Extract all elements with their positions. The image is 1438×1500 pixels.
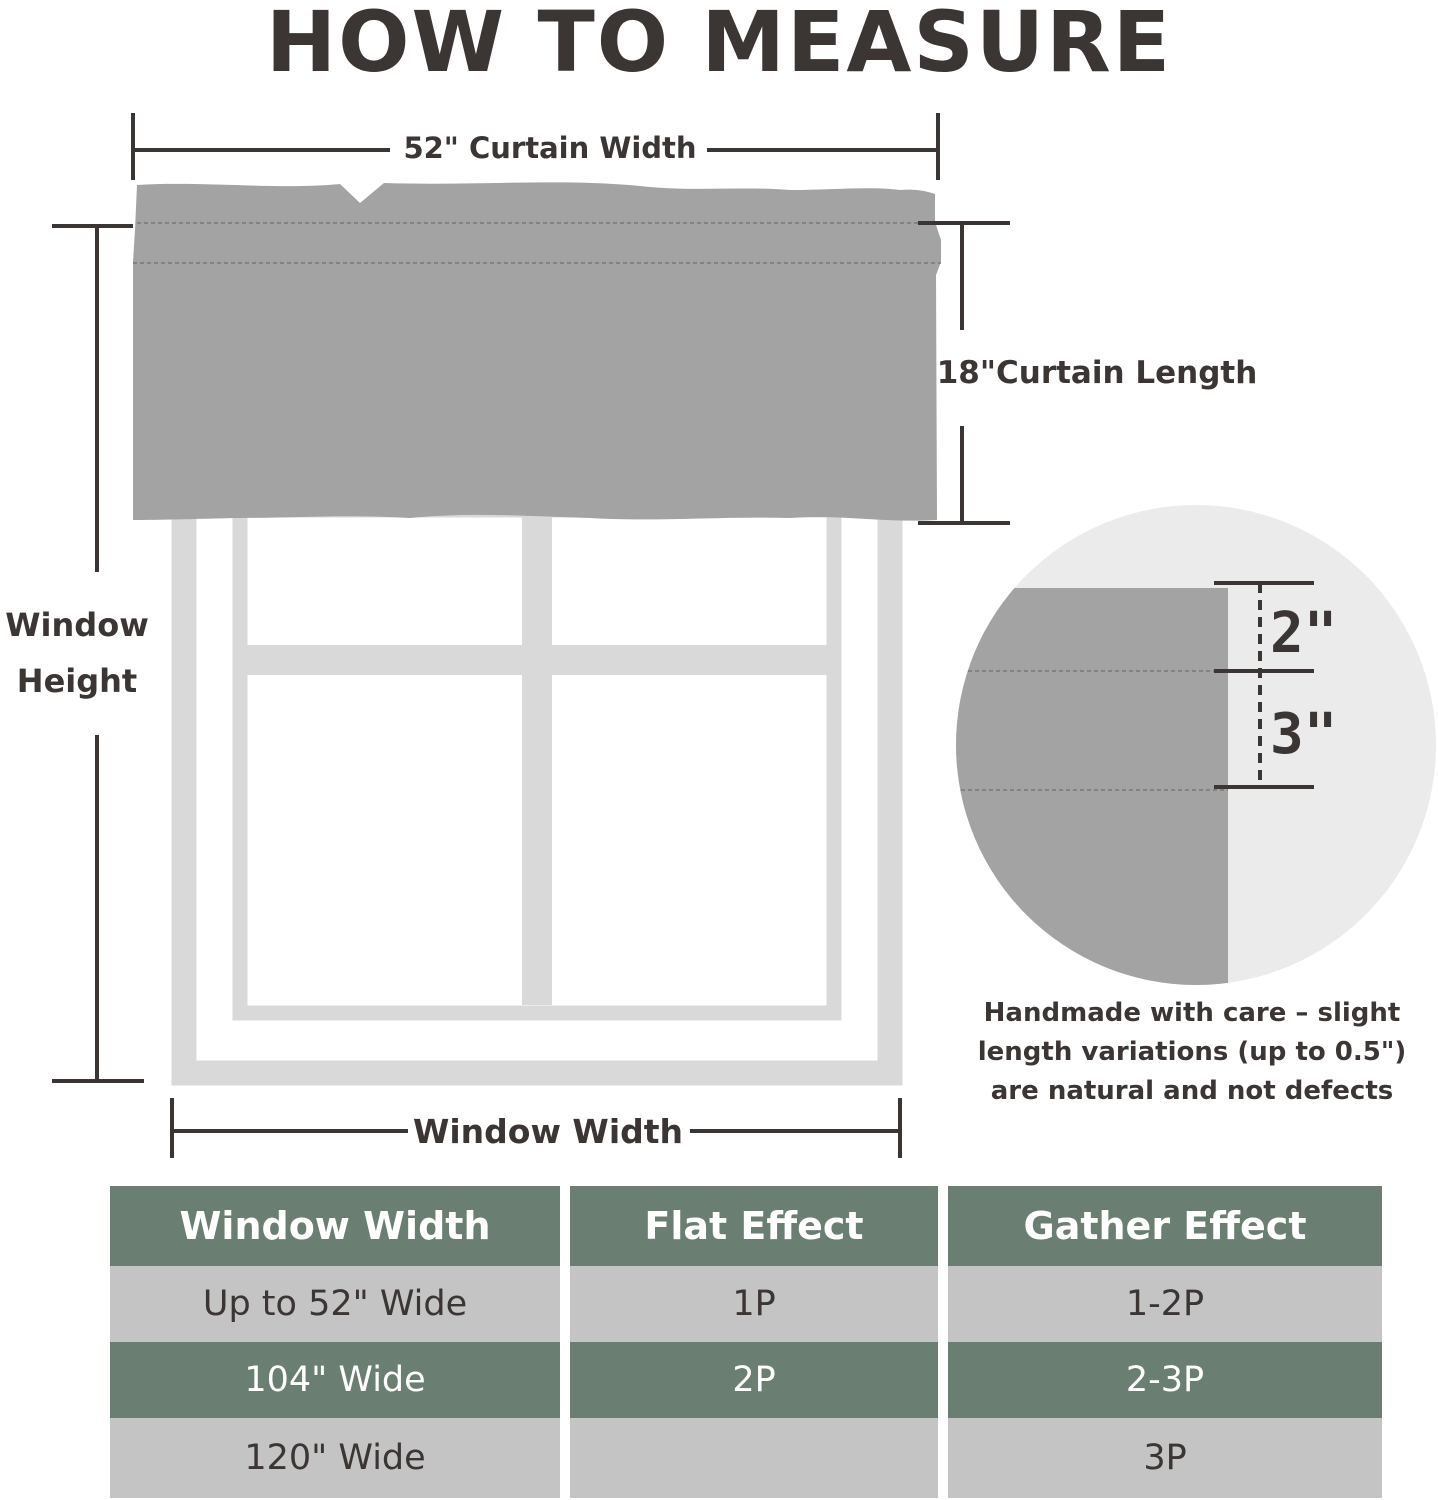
window-width-label: Window Width	[412, 1112, 684, 1151]
table-cell: 2P	[570, 1342, 938, 1418]
table-cell	[570, 1418, 938, 1498]
curtain-length-label: 18"Curtain Length	[936, 355, 1258, 391]
curtain-width-label: 52" Curtain Width	[403, 131, 697, 165]
detail-circle	[940, 505, 1436, 1008]
detail-bottom-measure: 3"	[1270, 702, 1338, 767]
table-cell: 1-2P	[948, 1266, 1382, 1342]
curtain-valance	[133, 182, 941, 520]
note-line: length variations (up to 0.5")	[977, 1037, 1407, 1067]
note-line: are natural and not defects	[990, 1076, 1394, 1106]
detail-top-measure: 2"	[1270, 601, 1338, 666]
table-cell: 104" Wide	[110, 1342, 560, 1418]
table-cell: Up to 52" Wide	[110, 1266, 560, 1342]
table-header-cell: Gather Effect	[948, 1186, 1382, 1266]
window-height-dimension	[52, 226, 144, 1081]
table-cell: 2-3P	[948, 1342, 1382, 1418]
table-header-cell: Window Width	[110, 1186, 560, 1266]
table-cell: 3P	[948, 1418, 1382, 1498]
handmade-note	[952, 994, 1432, 1111]
table-cell: 120" Wide	[110, 1418, 560, 1498]
note-line: Handmade with care – slight	[983, 998, 1401, 1028]
window-frame	[184, 505, 890, 1073]
table-header-cell: Flat Effect	[570, 1186, 938, 1266]
window-height-label-line2: Height	[16, 662, 138, 700]
page-title: HOW TO MEASURE	[265, 0, 1173, 91]
panel-count-table	[110, 1186, 1382, 1498]
table-cell: 1P	[570, 1266, 938, 1342]
window-height-label-line1: Window	[5, 606, 149, 644]
